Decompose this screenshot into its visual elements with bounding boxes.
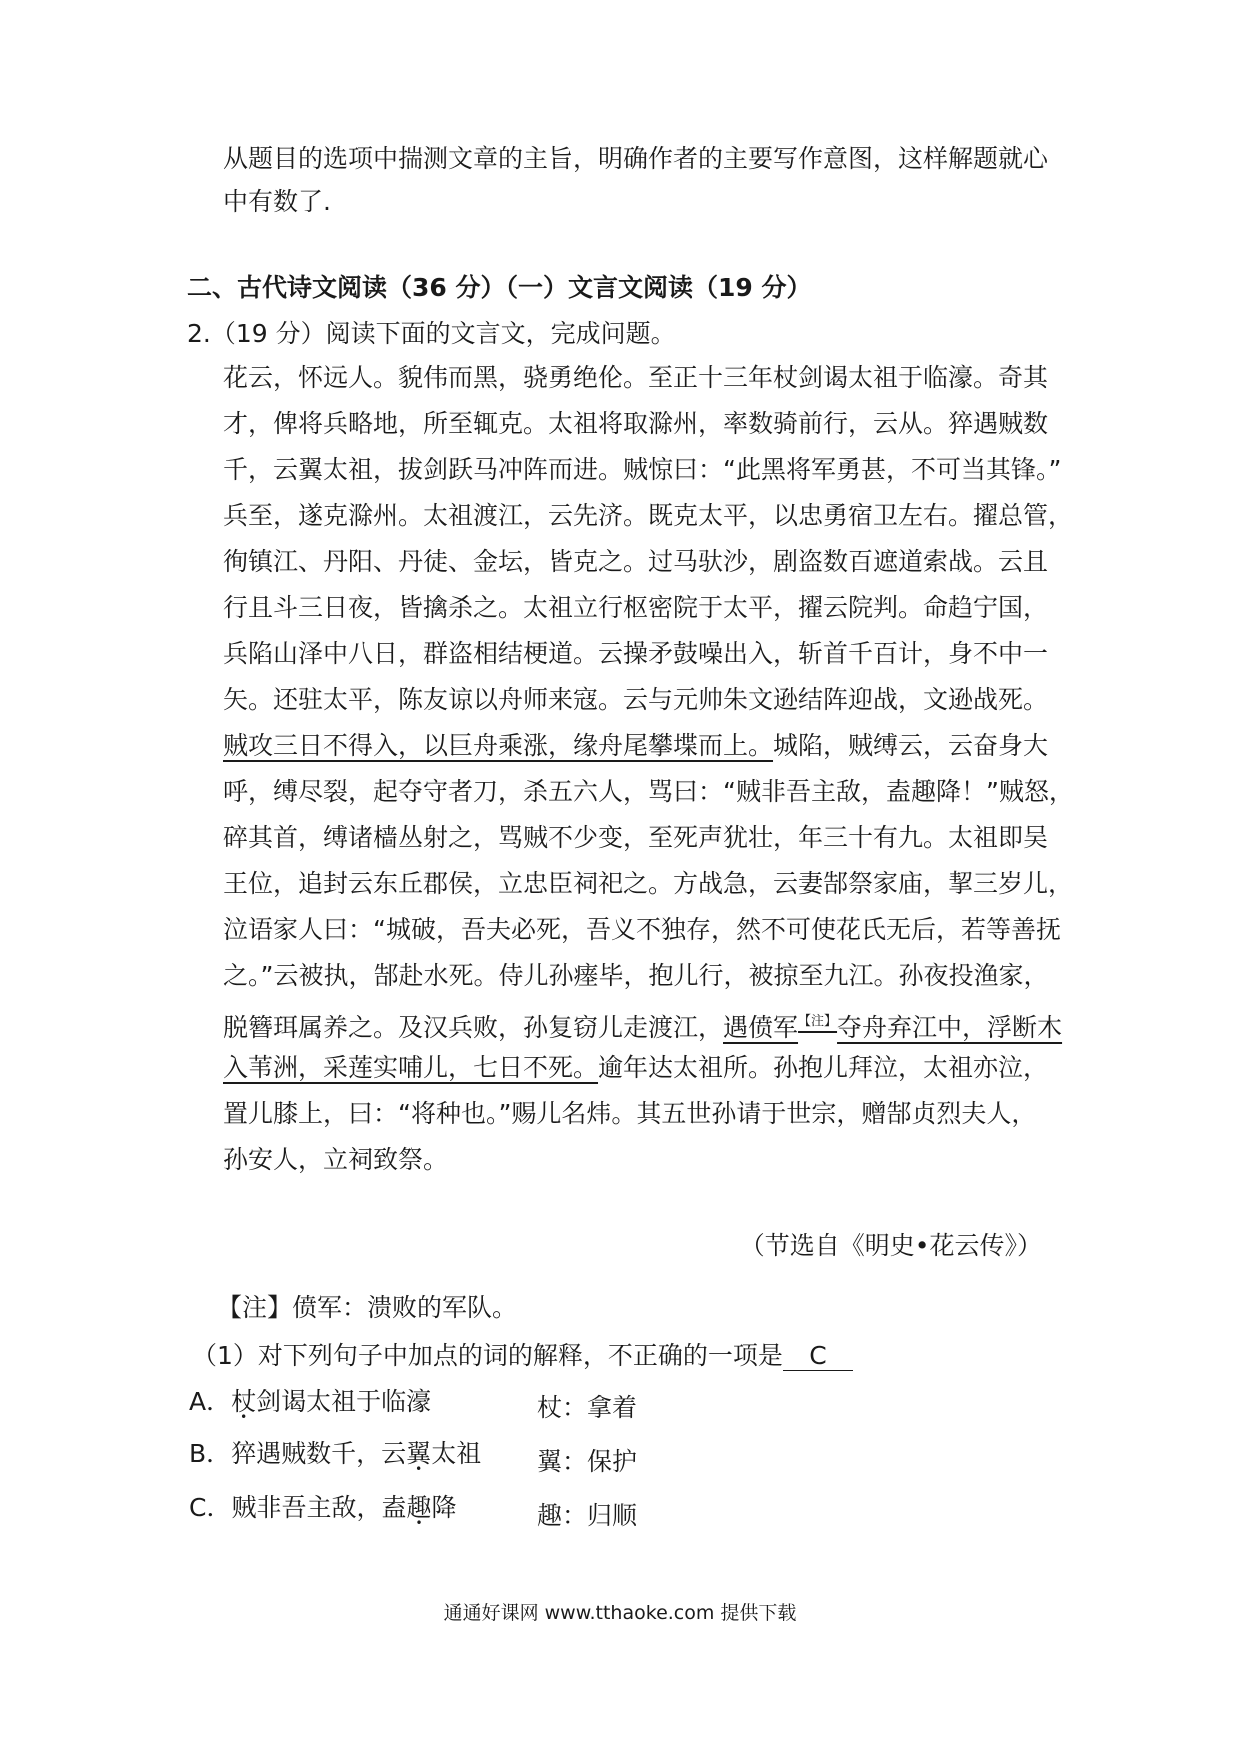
passage-line: 之。”云被执，郜赴水死。侍儿孙瘗毕，抱儿行，被掠至九江。孙夜投渔家，	[223, 961, 1049, 990]
dotted-word: 翼	[406, 1439, 432, 1468]
underlined-sentence-2-part-b: 夺舟弃江中，浮断木	[837, 1013, 1063, 1042]
note-marker: 【注】	[798, 1014, 838, 1029]
passage-line	[223, 1006, 1062, 1044]
underlined-sentence-1: 贼攻三日不得入，以巨舟乘涨，缘舟尾攀堞而上。	[223, 731, 774, 760]
underlined-sentence-2-part-a: 遇偾军	[723, 1013, 799, 1042]
source-citation: （节选自《明史•花云传》）	[739, 1231, 1042, 1260]
option-b	[189, 1438, 481, 1470]
option-b-explanation: 翼：保护	[537, 1447, 638, 1476]
passage-line: 花云，怀远人。貌伟而黑，骁勇绝伦。至正十三年杖剑谒太祖于临濠。奇其	[223, 363, 1049, 392]
sub-question-1	[192, 1340, 853, 1372]
option-a	[189, 1386, 431, 1418]
passage-text: 逾年达太祖所。孙抱儿拜泣，太祖亦泣，	[598, 1053, 1049, 1082]
option-letter: B．	[189, 1439, 232, 1468]
question-heading: 2.（19 分）阅读下面的文言文，完成问题。	[187, 319, 676, 348]
option-text: 剑谒太祖于临濠	[256, 1387, 432, 1416]
dotted-word: 杖	[231, 1387, 257, 1416]
passage-line: 兵至，遂克滁州。太祖渡江，云先济。既克太平，以忠勇宿卫左右。擢总管，	[223, 501, 1074, 530]
passage-text: 脱簪珥属养之。及汉兵败，孙复窃儿走渡江，	[223, 1013, 724, 1042]
passage-line: 千，云翼太祖，拔剑跃马冲阵而进。贼惊曰：“此黑将军勇甚，不可当其锋。”	[223, 455, 1062, 484]
sub-question-prompt: （1）对下列句子中加点的词的解释，不正确的一项是	[192, 1341, 783, 1370]
option-letter: C．	[189, 1493, 232, 1522]
passage-line	[223, 730, 1048, 762]
passage-line: 矢。还驻太平，陈友谅以舟师来寇。云与元帅朱文逊结阵迎战，文逊战死。	[223, 685, 1049, 714]
passage-line	[223, 1052, 1048, 1084]
passage-line: 才，俾将兵略地，所至辄克。太祖将取滁州，率数骑前行，云从。猝遇贼数	[223, 409, 1049, 438]
intro-line-1: 从题目的选项中揣测文章的主旨，明确作者的主要写作意图，这样解题就心	[223, 144, 1049, 173]
option-a-explanation: 杖：拿着	[537, 1393, 638, 1422]
option-c-explanation: 趣：归顺	[537, 1501, 638, 1530]
option-text: 太祖	[431, 1439, 482, 1468]
intro-line-2: 中有数了.	[223, 187, 331, 216]
passage-line: 行且斗三日夜，皆擒杀之。太祖立行枢密院于太平，擢云院判。命趋宁国，	[223, 593, 1049, 622]
passage-line: 泣语家人曰：“城破，吾夫必死，吾义不独存，然不可使花氏无后，若等善抚	[223, 915, 1061, 944]
passage-text: 城陷，贼缚云，云奋身大	[773, 731, 1049, 760]
option-c	[189, 1492, 457, 1524]
passage-line: 呼，缚尽裂，起夺守者刀，杀五六人，骂曰：“贼非吾主敌，盍趣降！”贼怒，	[223, 777, 1074, 806]
dotted-word: 趣	[406, 1493, 432, 1522]
underlined-sentence-2-part-c: 入苇洲，采莲实哺儿，七日不死。	[223, 1053, 599, 1082]
section-heading: 二、古代诗文阅读（36 分）（一）文言文阅读（19 分）	[187, 273, 812, 302]
passage-line: 碎其首，缚诸樯丛射之，骂贼不少变，至死声犹壮，年三十有九。太祖即吴	[223, 823, 1049, 852]
answer-blank: C	[783, 1342, 853, 1371]
option-text: 猝遇贼数千，云	[231, 1439, 407, 1468]
passage-line: 徇镇江、丹阳、丹徒、金坛，皆克之。过马驮沙，剧盗数百遮道索战。云且	[223, 547, 1049, 576]
passage-line: 置儿膝上，曰：“将种也。”赐儿名炜。其五世孙请于世宗，赠郜贞烈夫人，	[223, 1099, 1037, 1128]
option-letter: A．	[189, 1387, 232, 1416]
option-text: 降	[431, 1493, 457, 1522]
option-text: 贼非吾主敌，盍	[231, 1493, 407, 1522]
footnote: 【注】偾军：溃败的军队。	[217, 1293, 518, 1322]
passage-line: 王位，追封云东丘郡侯，立忠臣祠祀之。方战急，云妻郜祭家庙，挈三岁儿，	[223, 869, 1074, 898]
passage-line: 孙安人，立祠致祭。	[223, 1145, 449, 1174]
passage-line: 兵陷山泽中八日，群盗相结梗道。云操矛鼓噪出入，斩首千百计，身不中一	[223, 639, 1049, 668]
page-footer: 通通好课网 www.tthaoke.com 提供下载	[443, 1602, 797, 1624]
